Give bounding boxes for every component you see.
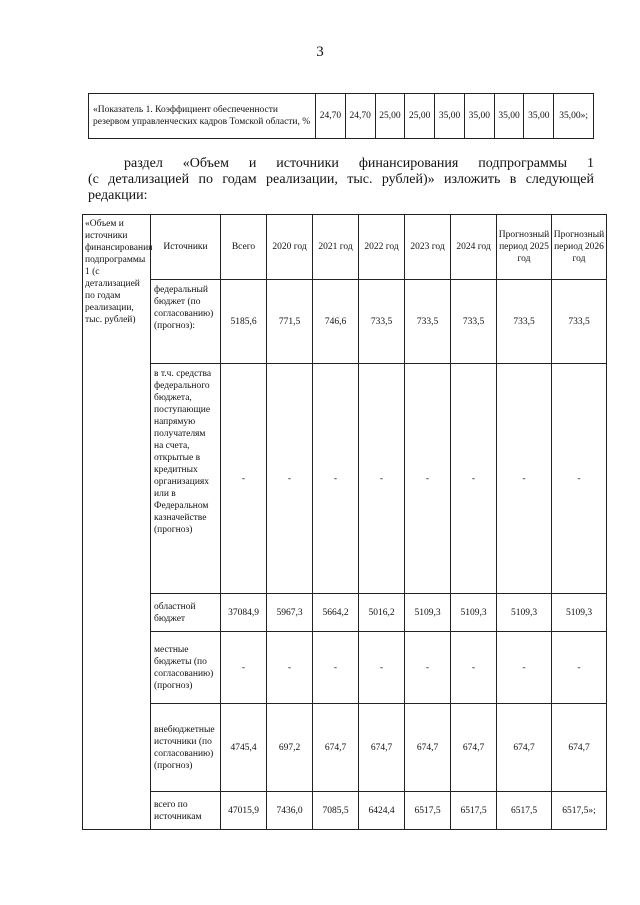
column-header: 2021 год — [313, 215, 359, 280]
table-row — [83, 792, 607, 830]
value-cell: - — [221, 364, 267, 594]
indicator-table — [88, 93, 594, 139]
paragraph-line: раздел «Объем и источники финансирования подпрограммы 1 — [124, 156, 594, 171]
paragraph-line: (с детализацией по годам реализации, тыс. рублей)» изложить в следующей — [88, 172, 594, 187]
indicator-value: 35,00 — [435, 94, 465, 139]
value-cell: 674,7 — [359, 704, 405, 792]
source-cell: областной бюджет — [151, 594, 221, 632]
section-title-cell: «Объем и источники финансирования подпрограммы 1 (с детализацией по годам реализации, тыс. рублей) — [83, 215, 151, 830]
value-cell: - — [451, 364, 497, 594]
table-row — [83, 632, 607, 704]
value-cell: - — [267, 632, 313, 704]
table-row — [83, 594, 607, 632]
value-cell: 6517,5 — [405, 792, 451, 830]
value-cell: 4745,4 — [221, 704, 267, 792]
value-cell: 733,5 — [405, 280, 451, 364]
value-cell: 5109,3 — [552, 594, 607, 632]
column-header: 2024 год — [451, 215, 497, 280]
value-cell: 7436,0 — [267, 792, 313, 830]
value-cell: - — [359, 632, 405, 704]
page-number: 3 — [316, 44, 324, 60]
value-cell: - — [497, 364, 552, 594]
table-row — [83, 704, 607, 792]
value-cell: 5664,2 — [313, 594, 359, 632]
value-cell: - — [451, 632, 497, 704]
value-cell: 674,7 — [313, 704, 359, 792]
value-cell: 674,7 — [552, 704, 607, 792]
indicator-value: 24,70 — [345, 94, 375, 139]
value-cell: 733,5 — [497, 280, 552, 364]
value-cell: - — [313, 632, 359, 704]
value-cell: - — [405, 364, 451, 594]
column-header: 2020 год — [267, 215, 313, 280]
value-cell: 6517,5 — [451, 792, 497, 830]
indicator-value: 35,00 — [464, 94, 494, 139]
value-cell: 6517,5»; — [552, 792, 607, 830]
column-header: 2022 год — [359, 215, 405, 280]
value-cell: 733,5 — [552, 280, 607, 364]
source-cell: федеральный бюджет (по согласованию) (прогноз): — [151, 280, 221, 364]
indicator-row — [89, 94, 594, 139]
indicator-value: 25,00 — [375, 94, 405, 139]
value-cell: 5109,3 — [405, 594, 451, 632]
source-cell: местные бюджеты (по согласованию) (прогноз) — [151, 632, 221, 704]
paragraph-line: редакции: — [88, 188, 148, 203]
value-cell: - — [313, 364, 359, 594]
instruction-paragraph — [88, 156, 594, 204]
table-row — [83, 364, 607, 594]
value-cell: 674,7 — [497, 704, 552, 792]
indicator-value: 24,70 — [316, 94, 346, 139]
indicator-value: 35,00»; — [554, 94, 594, 139]
value-cell: 5109,3 — [497, 594, 552, 632]
value-cell: 7085,5 — [313, 792, 359, 830]
value-cell: 746,6 — [313, 280, 359, 364]
value-cell: 674,7 — [451, 704, 497, 792]
source-cell: в т.ч. средства федерального бюджета, поступающие напрямую получателям на счета, открытые в кредитных организациях или в Федеральном казначействе (прогноз) — [151, 364, 221, 594]
column-header: Источники — [151, 215, 221, 280]
value-cell: 5185,6 — [221, 280, 267, 364]
value-cell: - — [497, 632, 552, 704]
indicator-value: 35,00 — [494, 94, 524, 139]
value-cell: 771,5 — [267, 280, 313, 364]
value-cell: - — [405, 632, 451, 704]
column-header: 2023 год — [405, 215, 451, 280]
value-cell: 5967,3 — [267, 594, 313, 632]
value-cell: 47015,9 — [221, 792, 267, 830]
value-cell: 37084,9 — [221, 594, 267, 632]
value-cell: 6424,4 — [359, 792, 405, 830]
value-cell: - — [267, 364, 313, 594]
value-cell: - — [221, 632, 267, 704]
column-header: Прогнозный период 2026 год — [552, 215, 607, 280]
value-cell: - — [552, 364, 607, 594]
value-cell: 674,7 — [405, 704, 451, 792]
indicator-value: 25,00 — [405, 94, 435, 139]
value-cell: 5016,2 — [359, 594, 405, 632]
value-cell: 733,5 — [359, 280, 405, 364]
value-cell: 697,2 — [267, 704, 313, 792]
column-header: Прогнозный период 2025 год — [497, 215, 552, 280]
indicator-value: 35,00 — [524, 94, 554, 139]
financing-table — [82, 214, 607, 830]
value-cell: 5109,3 — [451, 594, 497, 632]
header-row — [83, 215, 607, 280]
value-cell: - — [359, 364, 405, 594]
source-cell: внебюджетные источники (по согласованию) (прогноз) — [151, 704, 221, 792]
table-row — [83, 280, 607, 364]
value-cell: - — [552, 632, 607, 704]
source-cell: всего по источникам — [151, 792, 221, 830]
indicator-label: «Показатель 1. Коэффициент обеспеченности резервом управленческих кадров Томской области, % — [89, 94, 316, 139]
column-header: Всего — [221, 215, 267, 280]
value-cell: 733,5 — [451, 280, 497, 364]
value-cell: 6517,5 — [497, 792, 552, 830]
